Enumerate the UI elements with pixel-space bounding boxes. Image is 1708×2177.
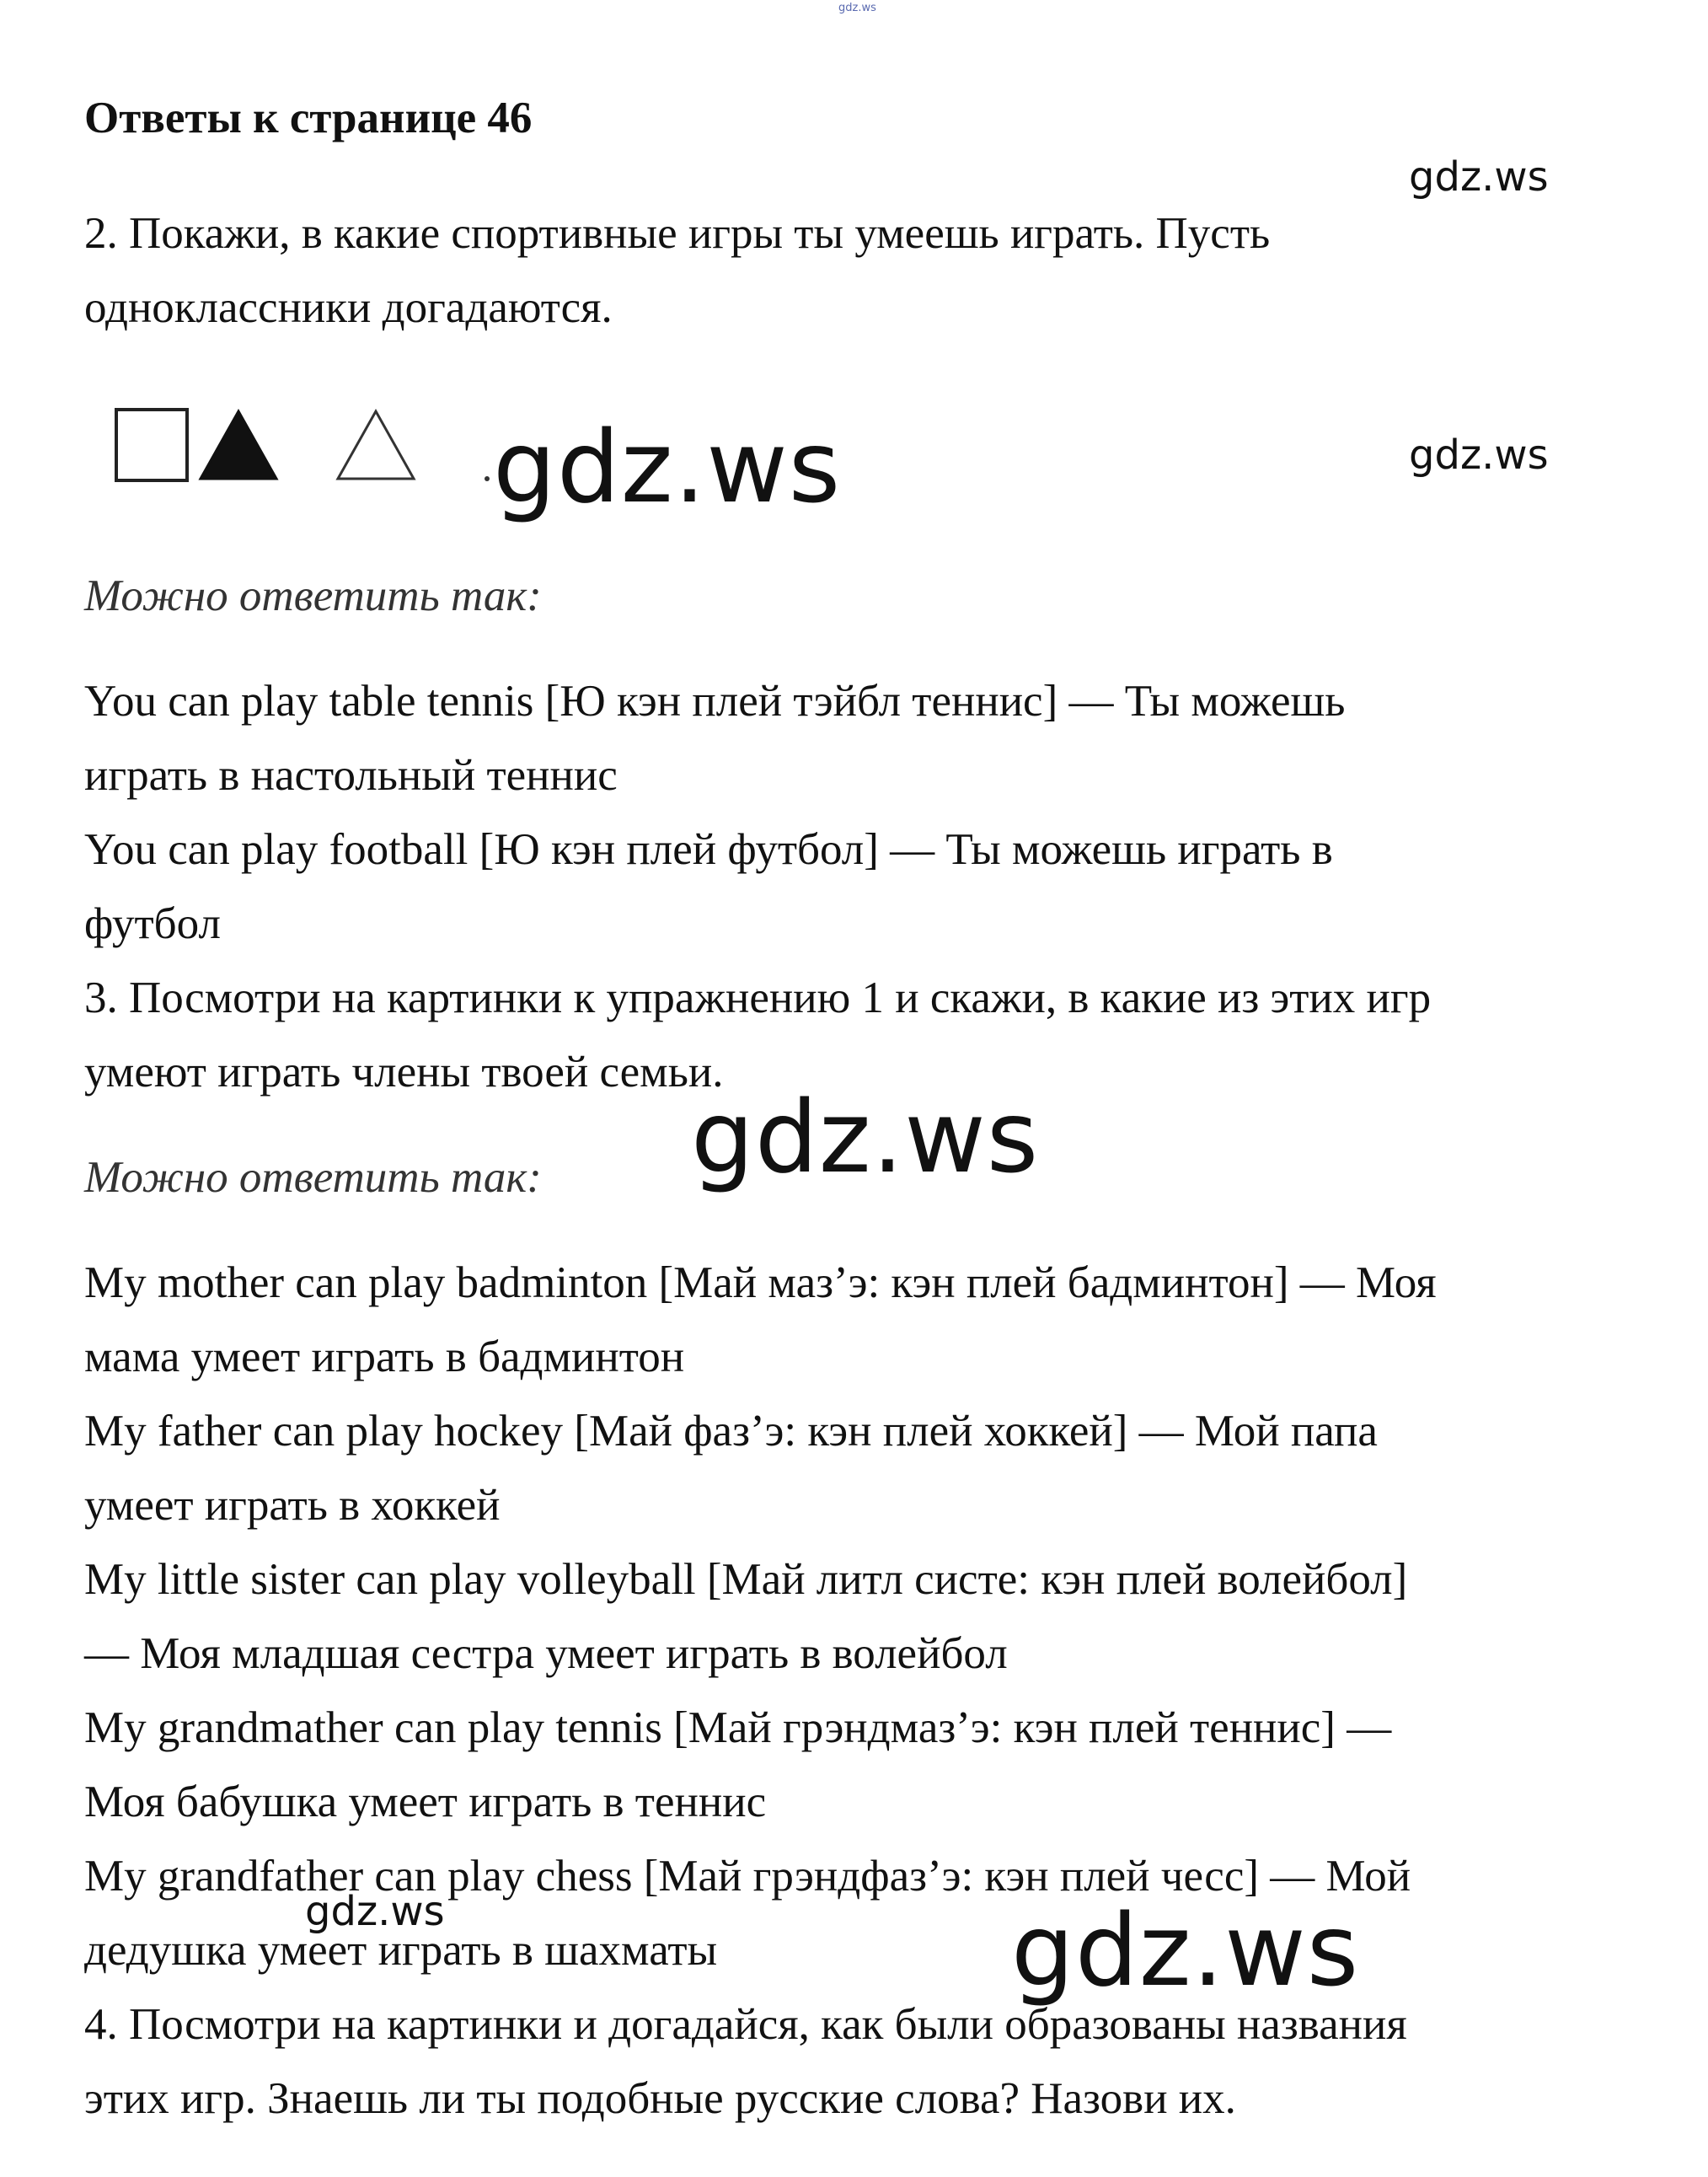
exercise-3-line-2: умеют играть члены твоей семьи. (84, 1048, 724, 1097)
answer-line-1: You can play table tennis [Ю кэн плей тэйбл теннис] — Ты можешь (84, 677, 1346, 726)
answer-line-12: Моя бабушка умеет играть в теннис (84, 1778, 767, 1826)
answer-intro-1: Можно ответить так: (84, 571, 542, 620)
answer-line-9: My little sister can play volleyball [Май литл систе: кэн плей волейбол] (84, 1555, 1408, 1604)
watermark-big-1: gdz.ws (493, 409, 842, 525)
watermark-big-3: gdz.ws (1011, 1892, 1360, 2008)
answer-line-8: умеет играть в хоккей (84, 1481, 501, 1530)
answer-line-10: — Моя младшая сестра умеет играть в волейбол (84, 1629, 1008, 1678)
answer-intro-2: Можно ответить так: (84, 1153, 542, 1202)
exercise-3-line-1: 3. Посмотри на картинки к упражнению 1 и скажи, в какие из этих игр (84, 973, 1432, 1022)
square-outline-icon (116, 410, 187, 480)
outline-triangle-icon (338, 411, 414, 479)
watermark-big-2: gdz.ws (691, 1079, 1040, 1195)
watermark-small-2: gdz.ws (1409, 432, 1549, 479)
exercise-4-line-2: этих игр. Знаешь ли ты подобные русские слова? Назови их. (84, 2074, 1236, 2123)
watermark-small-3: gdz.ws (305, 1888, 445, 1935)
answer-line-11: My grandmather can play tennis [Май грэндмаз’э: кэн плей теннис] — (84, 1703, 1392, 1752)
shapes-figure (108, 394, 504, 504)
answer-line-4: футбол (84, 899, 221, 948)
page-title: Ответы к странице 46 (84, 94, 533, 142)
answer-line-3: You can play football [Ю кэн плей футбол] — Ты можешь играть в (84, 825, 1333, 874)
exercise-2-line-1: 2. Покажи, в какие спортивные игры ты умеешь играть. Пусть (84, 209, 1271, 258)
watermark-top: gdz.ws (838, 2, 876, 14)
exercise-2-line-2: одноклассники догадаются. (84, 283, 613, 332)
filled-triangle-icon (201, 411, 276, 479)
exercise-4-line-1: 4. Посмотри на картинки и догадайся, как были образованы названия (84, 2000, 1407, 2049)
dot-icon (485, 476, 490, 481)
answer-line-7: My father can play hockey [Май фаз’э: кэн плей хоккей] — Мой папа (84, 1407, 1378, 1456)
answer-line-14: дедушка умеет играть в шахматы (84, 1926, 718, 1975)
answer-line-2: играть в настольный теннис (84, 751, 618, 800)
watermark-small-1: gdz.ws (1409, 153, 1549, 201)
answer-line-5: My mother can play badminton [Май маз’э: кэн плей бадминтон] — Моя (84, 1258, 1437, 1307)
answer-line-6: мама умеет играть в бадминтон (84, 1332, 685, 1381)
answer-line-13: My grandfather can play chess [Май грэндфаз’э: кэн плей чесс] — Мой (84, 1852, 1411, 1901)
